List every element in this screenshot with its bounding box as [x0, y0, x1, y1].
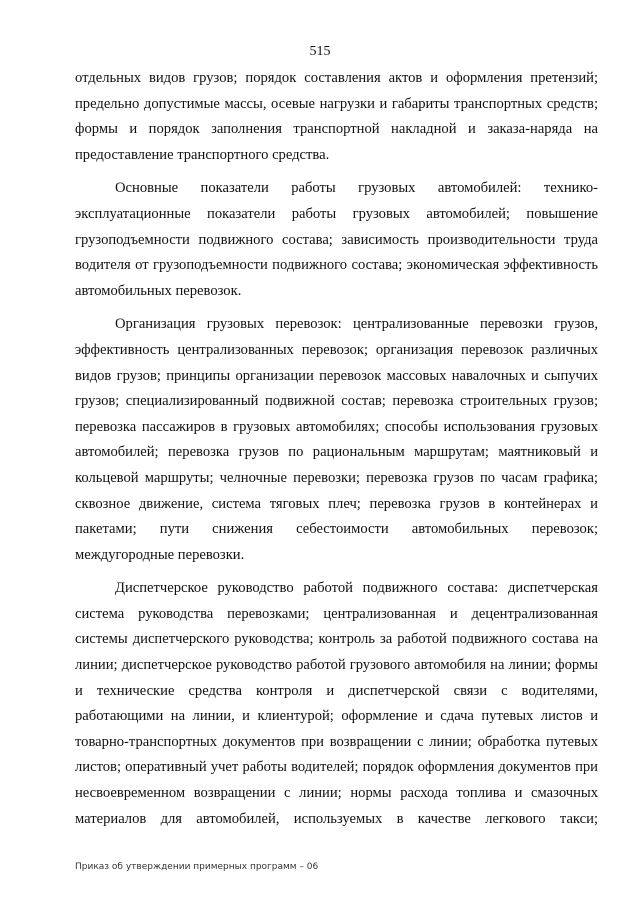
page-number: 515: [309, 44, 331, 59]
body-text: [75, 66, 598, 840]
paragraph-cargo-organization: Организация грузовых перевозок: централизованные перевозки грузов, эффективность централизованных перевозок; организация перевозок различных видов грузов; принципы организации перевозок массовых навалочных и сыпучих грузов; специализированный подвижной состав; перевозка строительных грузов; перевозка пассажиров в грузовых автомобилях; способы использования грузовых автомобилей; перевозка грузов по рациональным маршрутам; маятниковый и кольцевой маршруты; челночные перевозки; перевозка грузов по часам графика; сквозное движение, система тяговых плеч; перевозка грузов в контейнерах и пакетами; пути снижения себестоимости автомобильных перевозок; междугородные перевозки.: [75, 316, 598, 563]
footer-note: Приказ об утверждении примерных программ – 06: [75, 862, 319, 872]
paragraph-dispatch-management: Диспетчерское руководство работой подвижного состава: диспетчерская система руководства перевозками; централизованная и децентрализованная системы диспетчерского руководства; контроль за работой подвижного состава на линии; диспетчерское руководство работой грузового автомобиля на линии; формы и технические средства контроля и диспетчерской связи с водителями, работающими на линии, и клиентурой; оформление и сдача путевых листов и товарно-транспортных документов при возвращении с линии; обработка путевых листов; оперативный учет работы водителей; порядок оформления документов при несвоевременном возвращении с линии; нормы расхода топлива и смазочных материалов для автомобилей, используемых в качестве легкового такси;: [75, 580, 598, 827]
paragraph-truck-performance: Основные показатели работы грузовых автомобилей: технико-эксплуатационные показатели работы грузовых автомобилей; повышение грузоподъемности подвижного состава; зависимость производительности труда водителя от грузоподъемности подвижного состава; экономическая эффективность автомобильных перевозок.: [75, 180, 598, 299]
paragraph-cargo-documents: отдельных видов грузов; порядок составления актов и оформления претензий; предельно допустимые массы, осевые нагрузки и габариты транспортных средств; формы и порядок заполнения транспортной накладной и заказа-наряда на предоставление транспортного средства.: [75, 70, 598, 163]
